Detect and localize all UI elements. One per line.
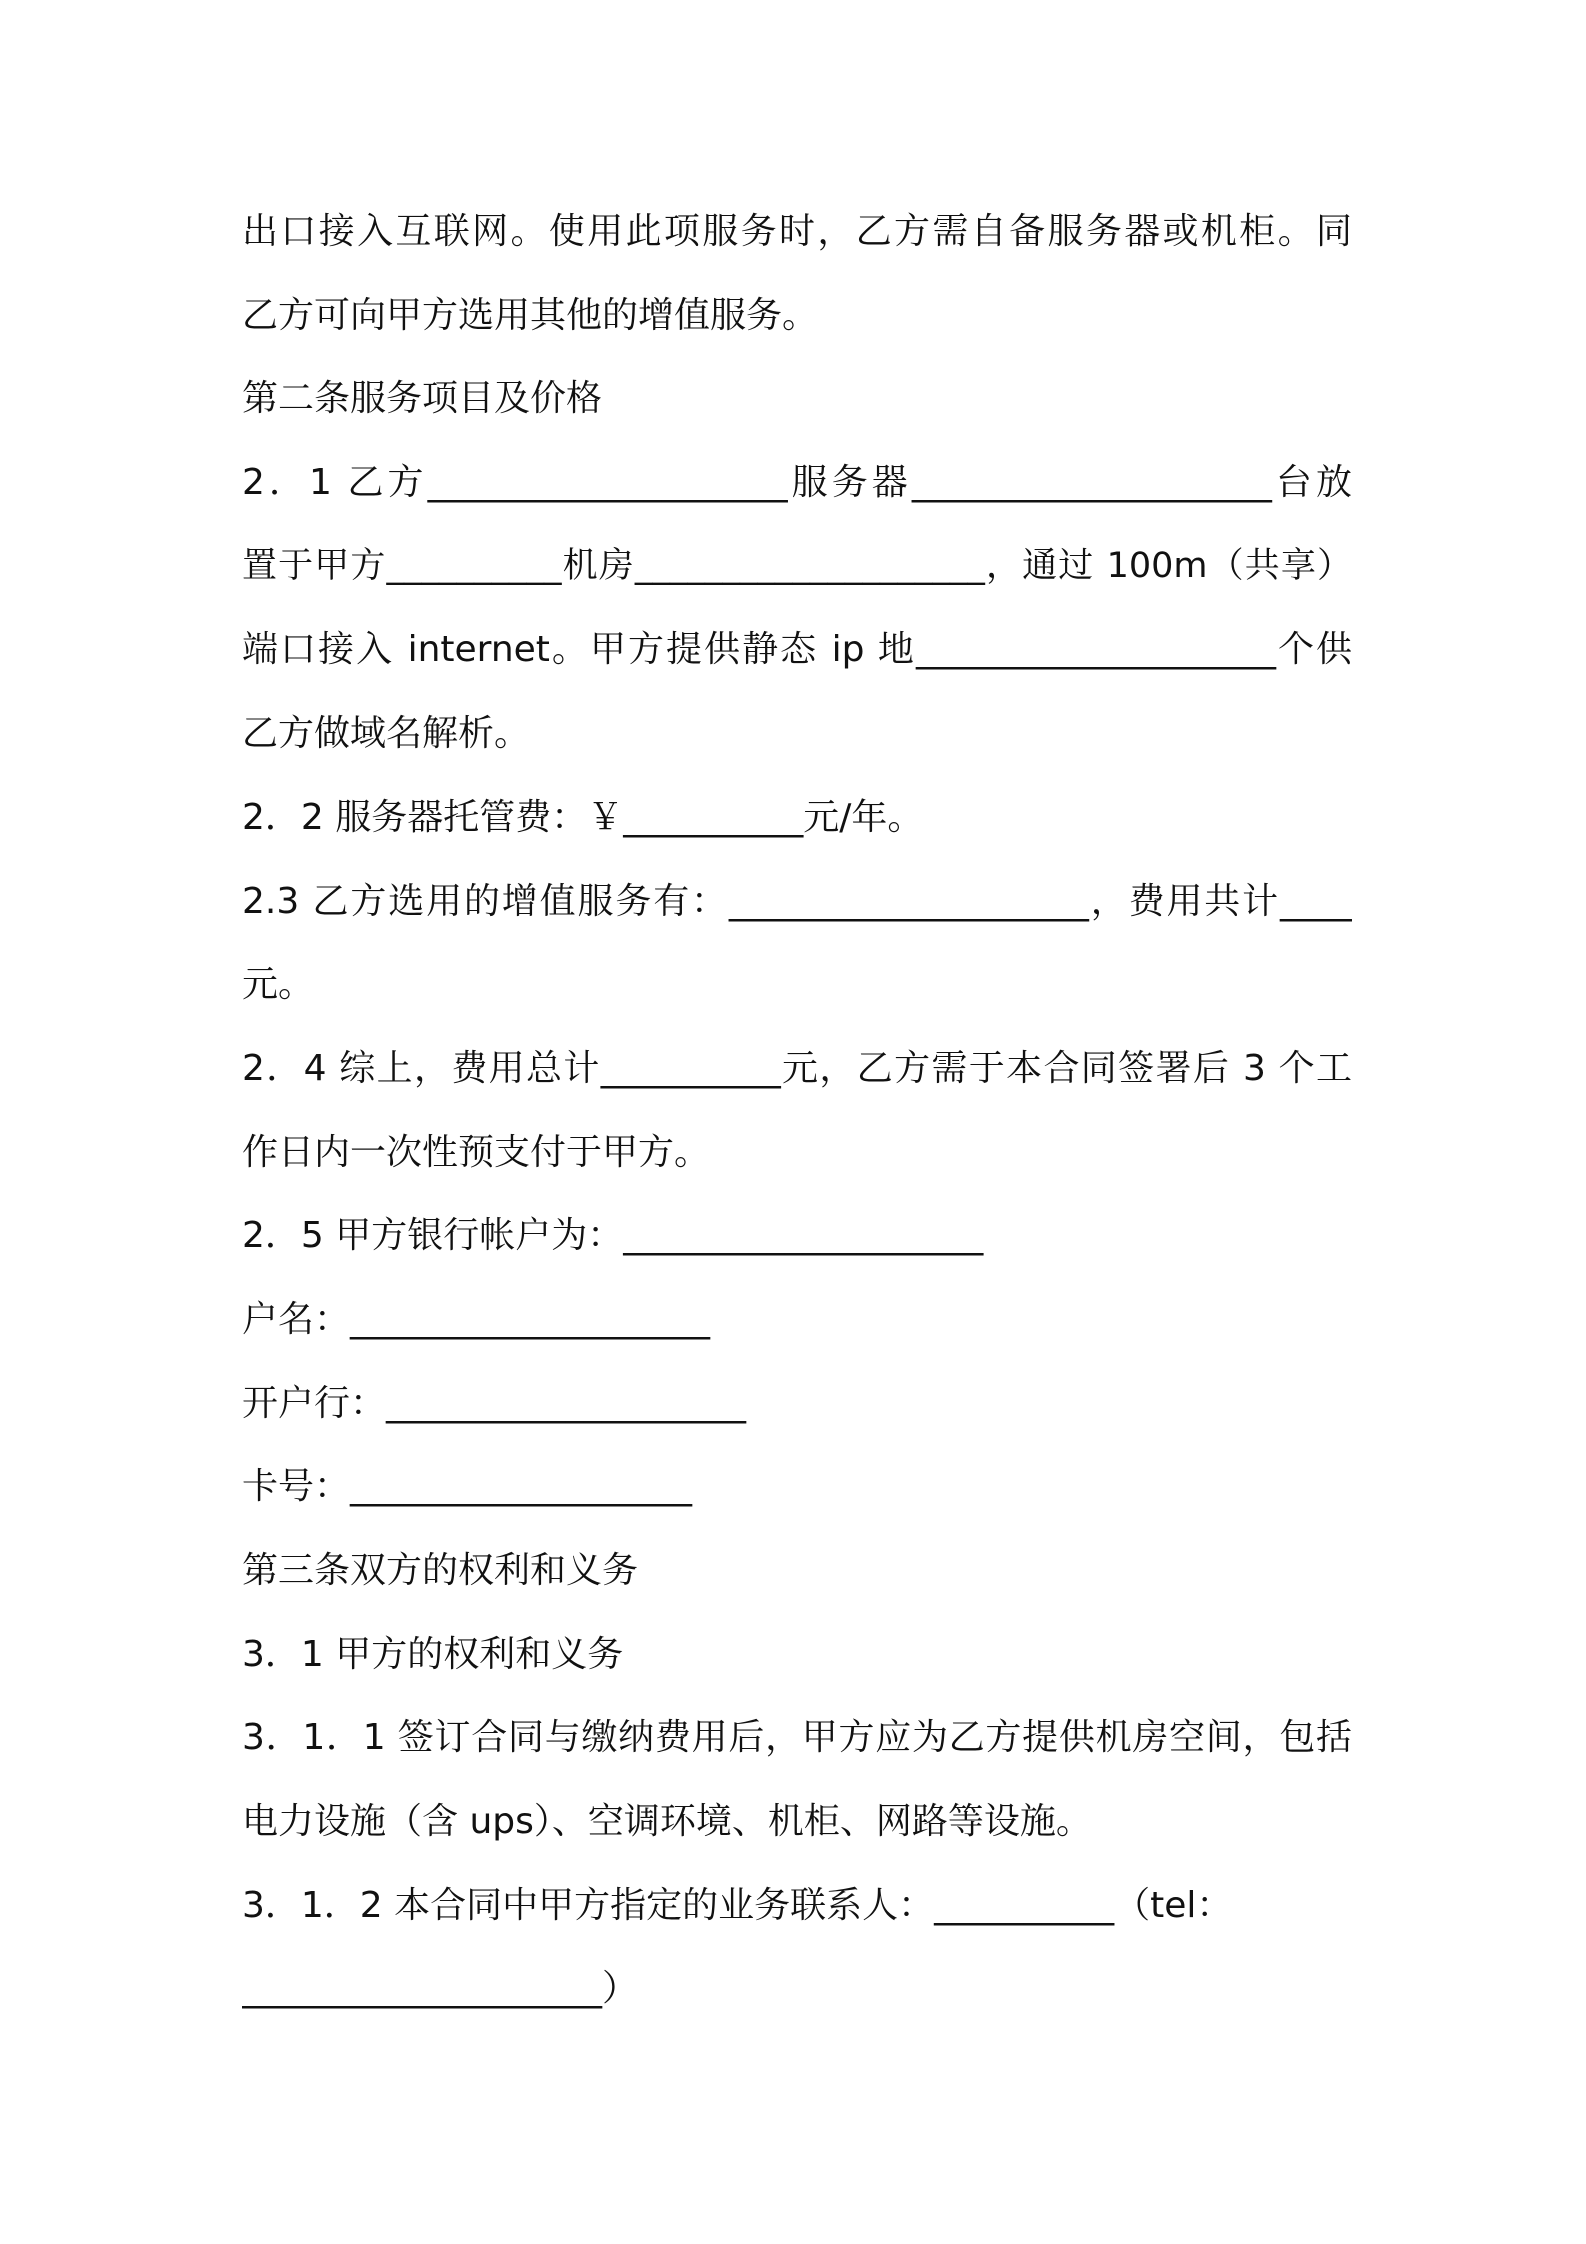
section-heading: 第三条双方的权利和义务 — [242, 1550, 639, 1591]
clause-line: 3．1．2 本合同中甲方指定的业务联系人：__________（tel： — [242, 1884, 1233, 1926]
clause-line: 2.3 乙方选用的增值服务有：____________________，费用共计____ — [242, 880, 1352, 922]
text-line: 开户行：____________________ — [242, 1382, 747, 1424]
clause-line: 3．1．1 签订合同与缴纳费用后，甲方应为乙方提供机房空间，包括 — [242, 1717, 1352, 1759]
clause-line: 2．4 综上，费用总计__________元，乙方需于本合同签署后 3 个工 — [242, 1047, 1352, 1089]
text-line: 出口接入互联网。使用此项服务时，乙方需自备服务器或机柜。同 — [242, 211, 1352, 252]
text-line: 乙方做域名解析。 — [242, 713, 531, 755]
clause-line: 2．1 乙方____________________服务器____________________台放 — [242, 462, 1352, 504]
text-line: 卡号：___________________ — [242, 1466, 693, 1508]
text-line: 元。 — [242, 964, 315, 1006]
section-heading: 第二条服务项目及价格 — [242, 378, 603, 420]
contract-text — [242, 190, 1352, 2031]
text-line: 作日内一次性预支付于甲方。 — [242, 1131, 711, 1173]
text-line: ____________________） — [242, 1968, 638, 2010]
clause-line: 2．5 甲方银行帐户为：____________________ — [242, 1215, 984, 1257]
text-line: 户名：____________________ — [242, 1298, 711, 1340]
text-line: 置于甲方__________机房____________________，通过 100m（共享） — [242, 545, 1352, 586]
text-line: 乙方可向甲方选用其他的增值服务。 — [242, 294, 819, 336]
text-line: 电力设施（含 ups）、空调环境、机柜、网路等设施。 — [242, 1801, 1092, 1843]
text-line: 端口接入 internet。甲方提供静态 ip 地____________________个供 — [242, 629, 1352, 671]
clause-line: 3．1 甲方的权利和义务 — [242, 1633, 624, 1675]
clause-line: 2．2 服务器托管费：￥__________元/年。 — [242, 796, 924, 838]
